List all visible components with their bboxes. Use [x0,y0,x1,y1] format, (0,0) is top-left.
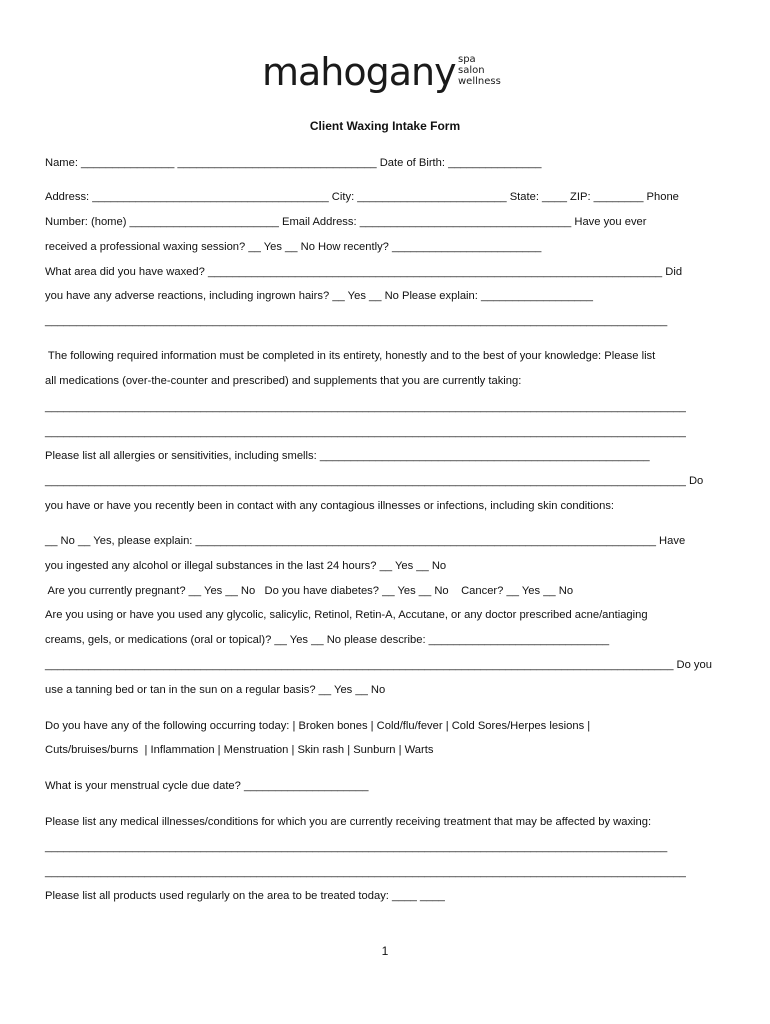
form-line: you have or have you recently been in contact with any contagious illnesses or infections, including skin conditions: [45,500,615,512]
form-line: Cuts/bruises/burns | Inflammation | Menstruation | Skin rash | Sunburn | Warts [45,744,434,756]
logo-wordmark: mahogany [262,50,456,94]
form-line: Please list all products used regularly on the area to be treated today: ____ ____ [45,890,445,902]
form-line: _______________________________________________________________________________________________________ [45,401,686,413]
form-line: _______________________________________________________________________________________________________ [45,426,686,438]
form-line: you have any adverse reactions, including ingrown hairs? __ Yes __ No Please explain: __________________ [45,290,593,302]
logo-sub-salon: salon [458,65,485,76]
form-line: received a professional waxing session? __ Yes __ No How recently? ________________________ [45,241,542,253]
form-line: _____________________________________________________________________________________________________ Do you [45,659,712,671]
logo-sub-spa: spa [458,54,476,65]
form-line: use a tanning bed or tan in the sun on a regular basis? __ Yes __ No [45,684,386,696]
form-line: creams, gels, or medications (oral or topical)? __ Yes __ No please describe: _____________________________ [45,634,610,646]
form-line: Please list all allergies or sensitivities, including smells: _____________________________________________________ [45,450,650,462]
form-line: Please list any medical illnesses/conditions for which you are currently receiving treatment that may be affected by waxing: [45,816,652,828]
form-line: Number: (home) ________________________ Email Address: __________________________________ Have you ever [45,216,647,228]
form-line: ____________________________________________________________________________________________________ [45,315,668,327]
logo-sub-wellness: wellness [458,76,501,87]
logo-subtitle [458,54,501,87]
form-line: _______________________________________________________________________________________________________ [45,866,686,878]
form-line: Are you currently pregnant? __ Yes __ No Do you have diabetes? __ Yes __ No Cancer? __ Yes __ No [45,585,574,597]
form-line: Address: ______________________________________ City: ________________________ State: ____ ZIP: ________ Phone [45,191,679,203]
form-line: all medications (over-the-counter and prescribed) and supplements that you are currently taking: [45,375,522,387]
form-line: _______________________________________________________________________________________________________ Do [45,475,704,487]
form-line: Do you have any of the following occurring today: | Broken bones | Cold/flu/fever | Cold Sores/Herpes lesions | [45,720,591,732]
form-title: Client Waxing Intake Form [309,119,461,133]
form-line: Are you using or have you used any glycolic, salicylic, Retinol, Retin-A, Accutane, or any doctor prescribed acne/antiaging [45,609,648,621]
form-line: What area did you have waxed? _________________________________________________________________________ Did [45,266,683,278]
form-line: The following required information must be completed in its entirety, honestly and to the best of your knowledge: Please list [45,350,656,362]
form-line: Name: _______________ ________________________________ Date of Birth: _______________ [45,157,542,169]
page-number: 1 [381,944,389,958]
form-line: __ No __ Yes, please explain: __________________________________________________________________________ Have [45,535,686,547]
form-line: What is your menstrual cycle due date? ____________________ [45,780,369,792]
form-line: you ingested any alcohol or illegal substances in the last 24 hours? __ Yes __ No [45,560,447,572]
form-line: ____________________________________________________________________________________________________ [45,841,668,853]
